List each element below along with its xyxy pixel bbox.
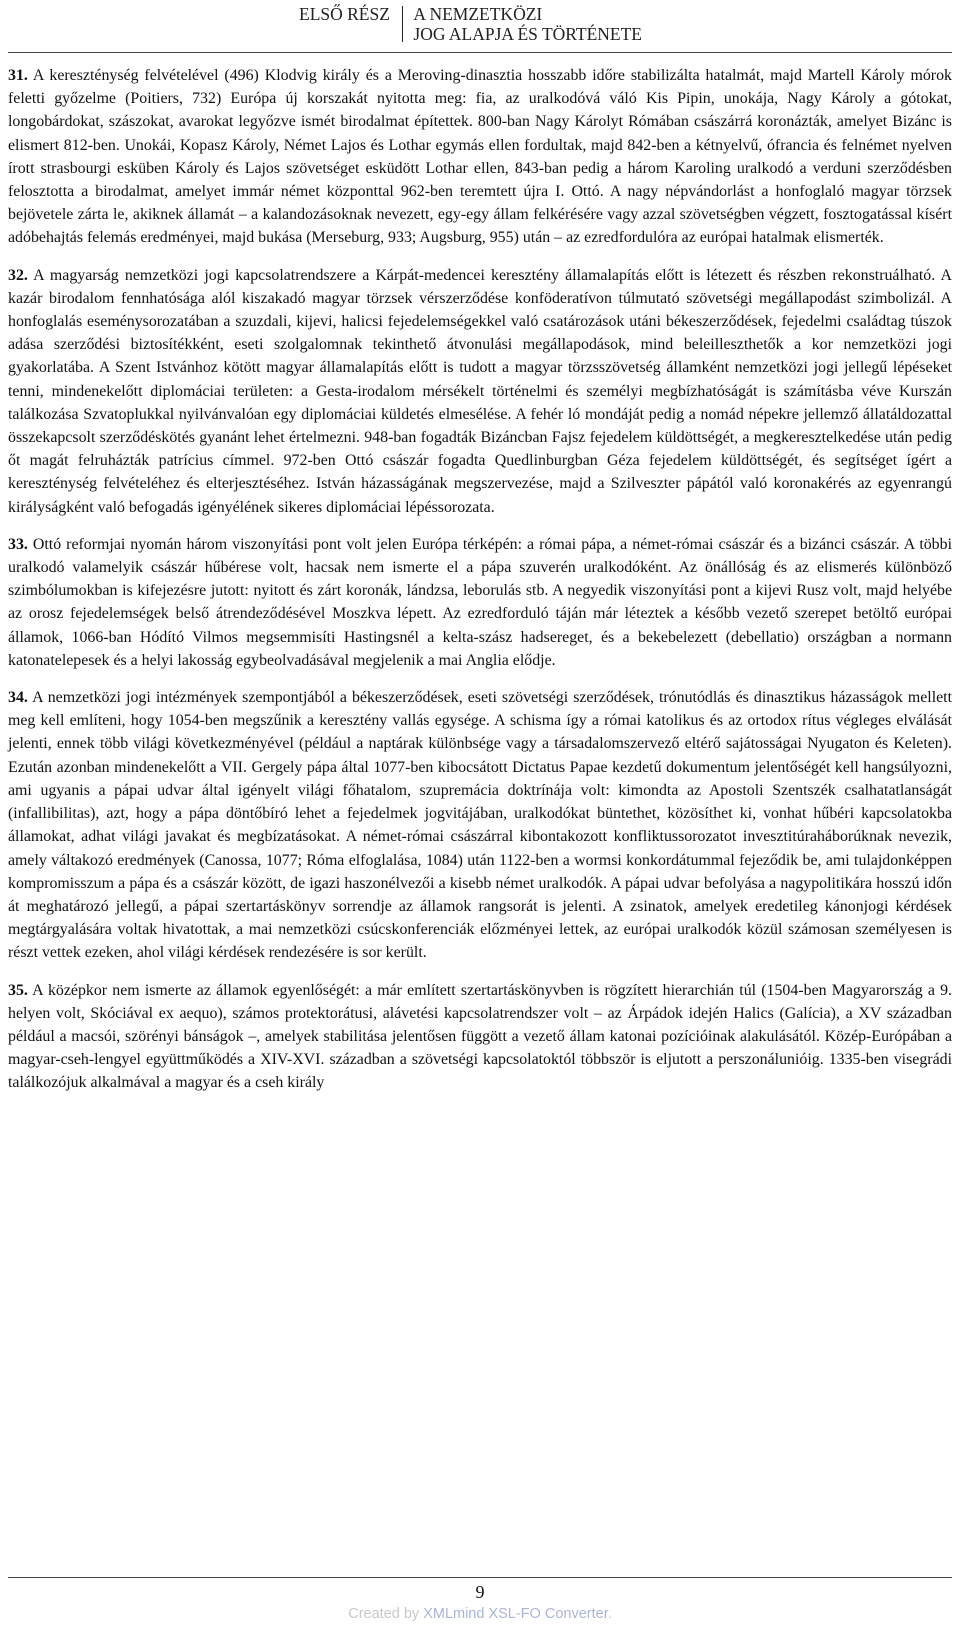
running-header [299, 4, 642, 44]
paragraph-33 [8, 533, 952, 672]
page-number: 9 [475, 1582, 485, 1602]
paragraph-number: 31. [8, 67, 28, 84]
page-body [8, 64, 952, 1109]
paragraph-35 [8, 979, 952, 1095]
header-part: ELSŐ RÉSZ [299, 4, 390, 24]
paragraph-text: A középkor nem ismerte az államok egyenlőségét: a már említett szertartáskönyvben is rögzített hierarchián túl (1504-ben Magyarország a 9. helyen volt, Skóciával ex aequo), számos protektorátusi, alávetési kapcsolatrendszer volt – az Árpádok idején Halics (Galícia), a XV században például a macsói, szörényi bánságok –, amelyek stabilitása jelentősen függött a vezető állam katonai pozícióinak alakulásától. Közép-Európában a magyar-cseh-lengyel együttműködés a XIV-XVI. században a szövetségi kapcsolatoktól többször is eljutott a perszonálunióig. 1335-ben visegrádi találkozójuk alkalmával a magyar és a cseh király [8, 981, 952, 1092]
paragraph-32 [8, 264, 952, 519]
header-rule [8, 52, 952, 53]
credit-brand-link[interactable]: XMLmind XSL-FO Converter [423, 1606, 608, 1622]
credit-prefix: Created by [348, 1606, 424, 1622]
paragraph-34 [8, 686, 952, 964]
credit-suffix: . [607, 1606, 612, 1622]
paragraph-number: 34. [8, 689, 28, 707]
paragraph-text: Ottó reformjai nyomán három viszonyítási pont volt jelen Európa térképén: a római pápa, a német-római császár és a bizánci császár. A többi uralkodó valamelyik császár hűbérese volt, hacsak nem ismerte el a pápa szuverén uralkodóként. Az önállóság és az elismerés különböző szimbólumokban is kifejezésre jutott: nyitott és zárt koronák, lándzsa, leborulás stb. A negyedik viszonyítási pont a kijevi Rusz volt, majd helyébe az orosz fejedelemségek belső átrendeződésével Moszkva lépett. Az ezredforduló táján már léteztek a később vezető szerepet betöltő európai államok, 1066-ban Hódító Vilmos megsemmisíti Hastingsnél a kelta-szász hadsereget, és a bekebelezett (debellatio) országban a normann katonatelepesek és a helyi lakosság egybeolvadásával megjelenik a mai Anglia elődje. [8, 535, 952, 669]
paragraph-text: A nemzetközi jogi intézmények szempontjából a békeszerződések, eseti szövetségi szerződések, trónutódlás és dinasztikus házasságok mellett meg kell említeni, hogy 1054-ben megszűnik a keresztény vallás egysége. A schisma így a római katolikus és az ortodox rítus végleges elválását jelenti, ennek több világi következményével (például a naptárak különbsége vagy a társadalomszervező eltérő sajátosságai Nyugaton és Keleten). Ezután azonban mindenekelőtt a VII. Gergely pápa által 1077-ben kibocsátott Dictatus Papae kezdetű dokumentum jelentőségét kell hangsúlyozni, ami ugyanis a pápai udvar által igényelt világi főhatalom, szupremácia doktrínája volt: kimondta az Apostoli Szentszék csalhatatlanságát (infallibilitas), azt, hogy a pápa döntőbíró lehet a fejedelmek jogvitájában, uralkodókat büntethet, közösíthet ki, vonhat hűbéri kapcsolatokba államokat, adhat világi javakat és megbízatásokat. A német-római császárral kibontakozott konfliktussorozatot invesztitúraháborúknak nevezik, amely váltakozó eredmények (Canossa, 1077; Róma elfoglalása, 1084) után 1122-ben a wormsi konkordátummal fejeződik be, ami tulajdonképpen kompromisszum a pápa és a császár között, de igazi haszonélvezői a kisebb német uralkodók. A pápai udvar befolyása a nagypolitikára hosszú időn át meghatározó jellegű, a pápai szertartáskönyv sorrendje az államok rangsorát is jelenti. A zsinatok, amelyek eredetileg kánonjogi kérdések megtárgyalására voltak hivatottak, a mai nemzetközi csúcskonferenciák előzményei lettek, az európai uralkodók közül számosan személyesen is részt vettek ezeken, ahol világi kérdések rendezésére is sor került. [8, 689, 952, 962]
paragraph-text: A kereszténység felvételével (496) Klodvig király és a Meroving-dinasztia hosszabb időre stabilizálta hatalmát, majd Martell Károly mórok feletti győzelme (Poitiers, 732) Európa új korszakát nyitotta meg: fia, az uralkodóvá váló Kis Pipin, unokája, Nagy Károly a gótokat, longobárdokat, szászokat, avarokat legyőzve ismét birodalmat építettek. 800-ban Nagy Károlyt Rómában császárrá koronázták, amelyet Bizánc is elismert 812-ben. Unokái, Kopasz Károly, Német Lajos és Lothar egymás ellen fordultak, majd 842-ben a kétnyelvű, ófrancia és felnémet nyelven írott strasbourgi esküben Károly és Lajos szövetséget esküdött Lothar ellen, 843-ban pedig a három Karoling uralkodó a verduni szerződésben felosztotta a birodalmat, amelyet immár német központtal 962-ben teremtett újra I. Ottó. A nagy népvándorlást a honfoglaló magyar törzsek bejövetele zárta le, akiknek államát – a kalandozásoknak nevezett, egy-egy állam felkérésére vagy azzal szövetségben végzett, fosztogatással kísért adóbehajtás felemás eredményei, majd bukása (Merseburg, 933; Augsburg, 955) után – az ezredfordulóra az európai hatalmak elismerték. [8, 67, 952, 247]
paragraph-text: A magyarság nemzetközi jogi kapcsolatrendszere a Kárpát-medencei keresztény államalapítás előtt is létezett és részben rekonstruálható. A kazár birodalom fennhatósága alól kiszakadó magyar törzsek vérszerződése konföderatívon túlmutató szövetségi megállapodást szimbolizál. A honfoglalás eseménysorozatában a szuzdali, kijevi, halicsi fejedelemségekkel való csatározások utáni békeszerződések, fejedelmi családtag túszok adása szerződési biztosítékként, eseti szolgalomnak tekinthető átvonulási megállapodások, mind beleilleszthetők a kor nemzetközi jogi gyakorlatába. A Szent Istvánhoz kötött magyar államalapítás előtt is tudott a magyar törzsszövetség államként nemzetközi jogi jellegű lépéseket tenni, mindenekelőtt diplomáciai területen: a Gesta-irodalom mérsékelt történelmi és személyi megbízhatóságát is számításba véve Kurszán találkozása Szvatoplukkal nyilvánvalóan egy diplomáciai küldetés elmesélése. A fehér ló mondáját pedig a nomád népekre jellemző állatáldozattal összekapcsolt szerződéskötés gyanánt lehet értelmezni. 948-ban fogadták Bizáncban Fajsz fejedelem küldöttségét, a megkeresztelkedése után pedig őt magát felruházták patrícius címmel. 972-ben Ottó császár fogadta Quedlinburgban Géza fejedelem küldöttségét, és segítséget ígért a kereszténység felvételéhez és elterjesztéséhez. István házasságának megszervezése, majd a Szilveszter pápától való koronakérés az egyenrangú királyságként való befogadás igényélének sikeres diplomáciai lépéssorozata. [8, 266, 952, 516]
paragraph-number: 32. [8, 266, 28, 284]
converter-credit [0, 1606, 960, 1622]
paragraph-number: 35. [8, 981, 28, 999]
paragraph-31 [8, 64, 952, 250]
header-chapter [403, 4, 642, 44]
footer-rule [8, 1577, 952, 1578]
header-chapter-line1: A NEMZETKÖZI [413, 4, 543, 24]
paragraph-number: 33. [8, 535, 28, 553]
header-chapter-line2: JOG ALAPJA ÉS TÖRTÉNETE [413, 24, 642, 44]
